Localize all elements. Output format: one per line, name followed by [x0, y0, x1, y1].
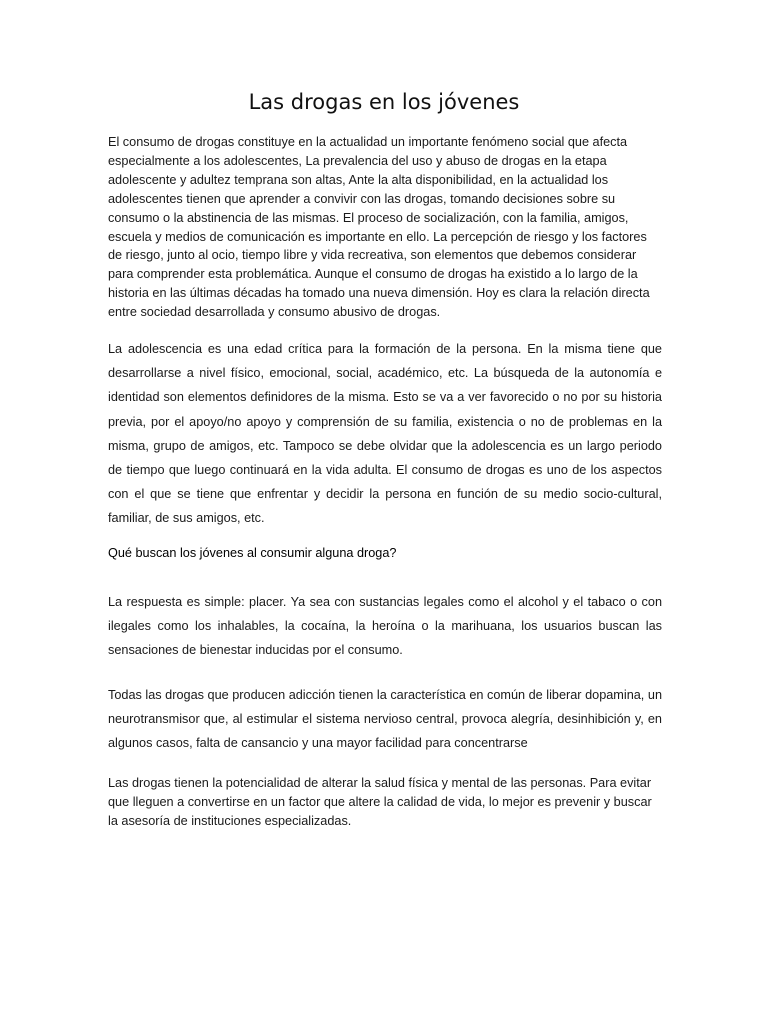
paragraph-respuesta: La respuesta es simple: placer. Ya sea con sustancias legales como el alcohol y el tabaco o con ilegales como los inhalables, la cocaína, la heroína o la marihuana, los usuarios buscan las sensaciones de bienestar inducidas por el consumo. [108, 595, 662, 658]
paragraph-dopamina: Todas las drogas que producen adicción tienen la característica en común de liberar dopamina, un neurotransmisor que, al estimular el sistema nervioso central, provoca alegría, desinhibición y, en algunos casos, falta de cansancio y una mayor facilidad para concentrarse [108, 688, 662, 751]
document-title: Las drogas en los jóvenes [248, 90, 520, 114]
paragraph-prevencion: Las drogas tienen la potencialidad de alterar la salud física y mental de las personas. Para evitar que lleguen a convertirse en un factor que altere la calidad de vida, lo mejor es prevenir y buscar la asesoría de instituciones especializadas. [108, 776, 652, 828]
paragraph-adolescencia: La adolescencia es una edad crítica para la formación de la persona. En la misma tiene que desarrollarse a nivel físico, emocional, social, académico, etc. La búsqueda de la autonomía e identidad son elementos definidores de la misma. Esto se va a ver favorecido o no por su historia previa, por el apoyo/no apoyo y comprensión de su familia, existencia o no de problemas en la misma, grupo de amigos, etc. Tampoco se debe olvidar que la adolescencia es un largo periodo de tiempo que luego continuará en la vida adulta. El consumo de drogas es uno de los aspectos con el que se tiene que enfrentar y decidir la persona en función de su medio socio-cultural, familiar, de sus amigos, etc. [108, 342, 662, 526]
question-heading: Qué buscan los jóvenes al consumir alguna droga? [108, 546, 397, 560]
paragraph-consumo-drogas: El consumo de drogas constituye en la actualidad un importante fenómeno social que afecta especialmente a los adolescentes, La prevalencia del uso y abuso de drogas en la etapa adolescente y adultez temprana son altas, Ante la alta disponibilidad, en la actualidad los adolescentes tienen que aprender a convivir con las drogas, tomando decisiones sobre su consumo o la abstinencia de las mismas. El proceso de socialización, con la familia, amigos, escuela y medios de comunicación es importante en ello. La percepción de riesgo y los factores de riesgo, junto al ocio, tiempo libre y vida recreativa, son elementos que debemos considerar para comprender esta problemática. Aunque el consumo de drogas ha existido a lo largo de la historia en las últimas décadas ha tomado una nueva dimensión. Hoy es clara la relación directa entre sociedad desarrollada y consumo abusivo de drogas. [108, 135, 650, 320]
